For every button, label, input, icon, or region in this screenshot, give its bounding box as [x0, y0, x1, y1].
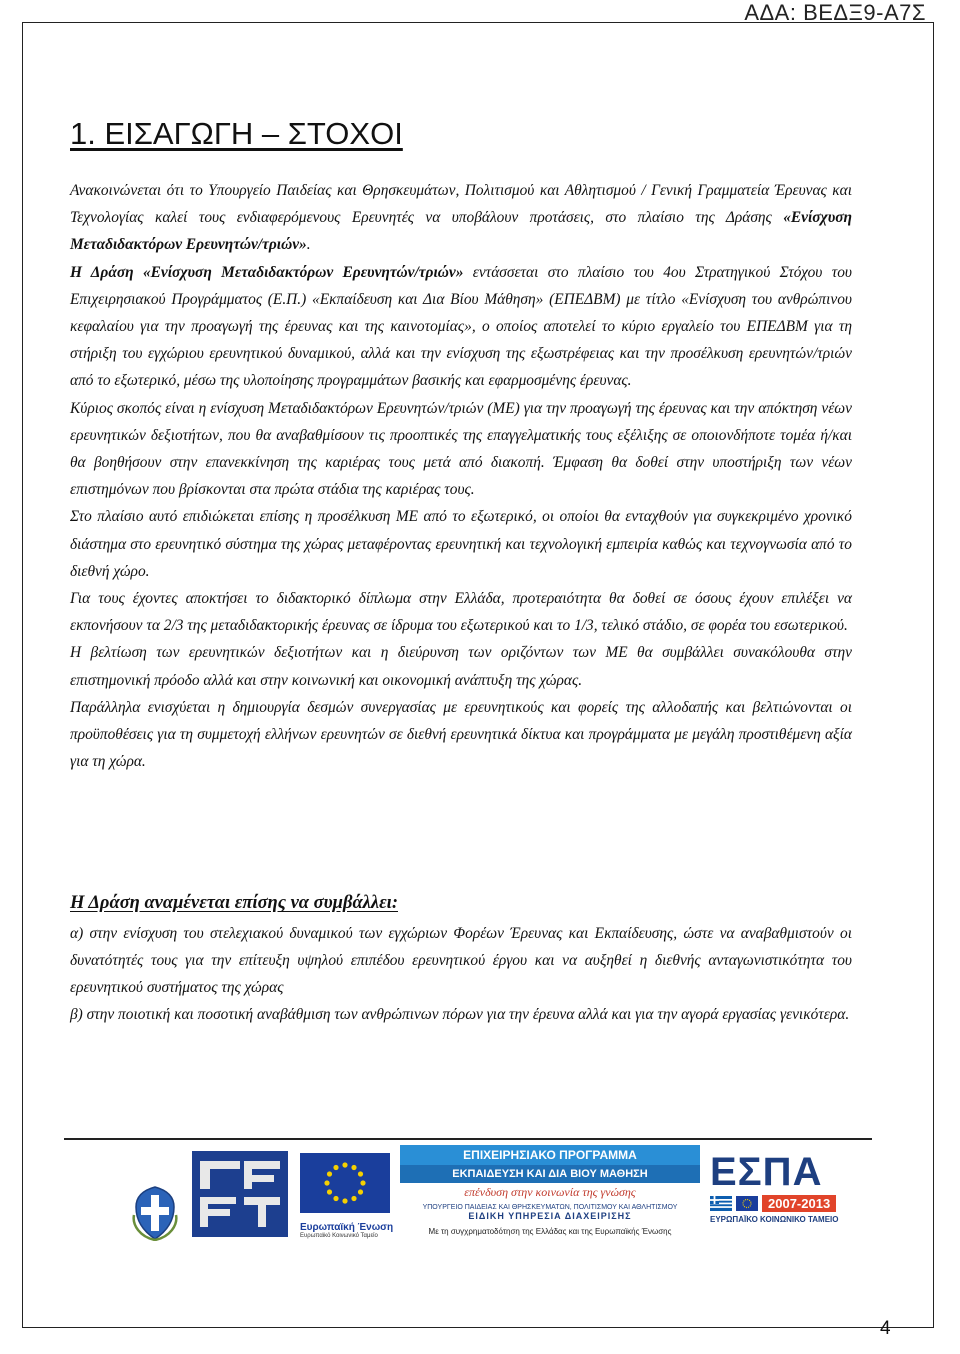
- footer-divider: [64, 1138, 872, 1140]
- intro-end: .: [306, 236, 311, 254]
- greek-flag-icon: [710, 1196, 732, 1211]
- esf-label: ΕΥΡΩΠΑΪΚΟ ΚΟΙΝΩΝΙΚΟ ΤΑΜΕΙΟ: [710, 1215, 839, 1224]
- paragraph-attraction: Στο πλαίσιο αυτό επιδιώκεται επίσης η προσέλκυση ΜΕ από το εξωτερικό, οι οποίοι θα ενταχθούν για συγκεκριμένο χρονικό διάστημα στο ερευνητικό σύστημα της χώρας μεταφέροντας ερευνητική και τεχνολογική εμπειρία καθώς και τεχνογνωσία από το διεθνή χώρο.: [70, 508, 852, 580]
- cofinancing-note: Με τη συγχρηματοδότηση της Ελλάδας και της Ευρωπαϊκής Ένωσης: [428, 1227, 672, 1236]
- eu-flag-icon: [300, 1153, 390, 1213]
- espa-logo: [710, 1151, 860, 1241]
- contribution-b: β) στην ποιοτική και ποσοτική αναβάθμιση των ανθρώπινων πόρων για την έρευνα αλλά και για την αγορά εργασίας γενικότερα.: [70, 1006, 850, 1023]
- eu-label: Ευρωπαϊκή Ένωση: [300, 1222, 394, 1233]
- body-text: [70, 177, 852, 775]
- program-title: ΕΠΙΧΕΙΡΗΣΙΑΚΟ ΠΡΟΓΡΑΜΜΑ: [400, 1145, 700, 1165]
- espa-wordmark: ΕΣΠΑ: [710, 1150, 823, 1194]
- ministry-name: ΥΠΟΥΡΓΕΙΟ ΠΑΙΔΕΙΑΣ ΚΑΙ ΘΡΗΣΚΕΥΜΑΤΩΝ, ΠΟΛΙΤΙΣΜΟΥ ΚΑΙ ΑΘΛΗΤΙΣΜΟΥ: [422, 1204, 678, 1211]
- funding-logos: [130, 1145, 865, 1245]
- program-name: ΕΚΠΑΙΔΕΥΣΗ ΚΑΙ ΔΙΑ ΒΙΟΥ ΜΑΘΗΣΗ: [400, 1165, 700, 1183]
- page-number: 4: [880, 1318, 891, 1339]
- contribution-a: α) στην ενίσχυση του στελεχιακού δυναμικού των εγχώριων Φορέων Έρευνας και Εκπαίδευσης, ώστε να αναβαθμιστούν οι δυνατότητές τους για την επίτευξη υψηλού επιπέδου ερευνητικού έργου και να αυξηθεί η διεθνής ανταγωνιστικότητα του ερευνητικού συστήματος της χώρας: [70, 925, 852, 996]
- paragraph-priority: Για τους έχοντες αποκτήσει το διδακτορικό δίπλωμα στην Ελλάδα, προτεραιότητα θα δοθεί σε όσους έχουν επιλέξει να εκπονήσουν τα 2/3 της μεταδιδακτορικής έρευνας σε ίδρυμα του εξωτερικού και το 1/3, τελικό στάδιο, σε φορέα του εσωτερικού.: [70, 590, 852, 635]
- gset-logo: [190, 1149, 290, 1239]
- eu-sub-label: Ευρωπαϊκό Κοινωνικό Ταμείο: [300, 1233, 378, 1239]
- paragraph-framework: [70, 259, 852, 395]
- ada-code: ΑΔΑ: ΒΕΔΞ9-Α7Σ: [744, 0, 926, 25]
- paragraph-improvement: Η βελτίωση των ερευνητικών δεξιοτήτων και η διεύρυνση των οριζόντων των ΜΕ θα συμβάλλει συνακόλουθα στην επιστημονική πρόοδο αλλά και στην κοινωνική και οικονομική ανάπτυξη της χώρας.: [70, 644, 852, 689]
- framework-text: εντάσσεται στο πλαίσιο του 4ου Στρατηγικού Στόχου του Επιχειρησιακού Προγράμματος (Ε.Π.) «Εκπαίδευση και Δια Βίου Μάθηση» (ΕΠΕΔΒΜ) με τίτλο «Ενίσχυση του ανθρώπινου κεφαλαίου για την προαγωγή της έρευνας και της καινοτομίας», ο οποίος αποτελεί το κύριο εργαλείο του ΕΠΕΔΒΜ για τη στήριξη του εγχώριου ερευνητικού δυναμικού, αλλά και την ενίσχυση της εξωστρέφειας και την προσέλκυση ερευνητών/τριών από το εξωτερικό, μέσω της υλοποίησης προγραμμάτων βασικής και εφαρμοσμένης έρευνας.: [70, 263, 852, 390]
- eu-flag-logo: [300, 1153, 394, 1245]
- contributions-heading: Η Δράση αναμένεται επίσης να συμβάλλει:: [70, 893, 398, 913]
- contributions-list: [70, 920, 852, 1028]
- section-title: 1. ΕΙΣΑΓΩΓΗ – ΣΤΟΧΟΙ: [70, 116, 403, 151]
- eu-small-flag-icon: [736, 1196, 758, 1211]
- greek-coat-of-arms-icon: [130, 1185, 180, 1241]
- program-banner: [400, 1145, 700, 1245]
- action-name: «Ενίσχυση Μεταδιδακτόρων Ερευνητών/τριών»: [70, 209, 852, 254]
- paragraph-cooperation: Παράλληλα ενισχύεται η δημιουργία δεσμών συνεργασίας με ερευνητικούς και φορείς της αλλοδαπής και βελτιώνονται οι προϋποθέσεις για τη συμμετοχή ελλήνων ερευνητών σε διεθνή ερευνητικά δίκτυα και προγράμματα με μεγάλη προστιθέμενη αξία για τη χώρα.: [70, 698, 852, 771]
- paragraph-main-goal: Κύριος σκοπός είναι η ενίσχυση Μεταδιδακτόρων Ερευνητών/τριών (ΜΕ) για την προαγωγή της έρευνας και την απόκτηση νέων ερευνητικών δεξιοτήτων, που θα αναβαθμίσουν τις προοπτικές της επαγγελματικής τους εξέλιξης σε οποιονδήποτε τομέα ή/και θα βοηθήσουν στην επανεκκίνηση της καριέρας τους μετά από διακοπή. Έμφαση θα δοθεί στην υποστήριξη των νέων επιστημόνων που βρίσκονται στα πρώτα στάδια της καριέρας τους.: [70, 399, 852, 499]
- paragraph-intro: [70, 177, 852, 259]
- intro-text: Ανακοινώνεται ότι το Υπουργείο Παιδείας και Θρησκευμάτων, Πολιτισμού και Αθλητισμού / Γενική Γραμματεία Έρευνας και Τεχνολογίας καλεί τους ενδιαφερόμενους Ερευνητές να υποβάλουν προτάσεις, στο πλαίσιο της Δράσης: [70, 182, 852, 227]
- espa-years: 2007-2013: [762, 1195, 836, 1212]
- program-tagline: επένδυση στην κοινωνία της γνώσης: [464, 1185, 636, 1199]
- managing-authority: ΕΙΔΙΚΗ ΥΠΗΡΕΣΙΑ ΔΙΑΧΕΙΡΙΣΗΣ: [468, 1211, 632, 1221]
- action-title-bold: Η Δράση «Ενίσχυση Μεταδιδακτόρων Ερευνητών/τριών»: [70, 263, 464, 281]
